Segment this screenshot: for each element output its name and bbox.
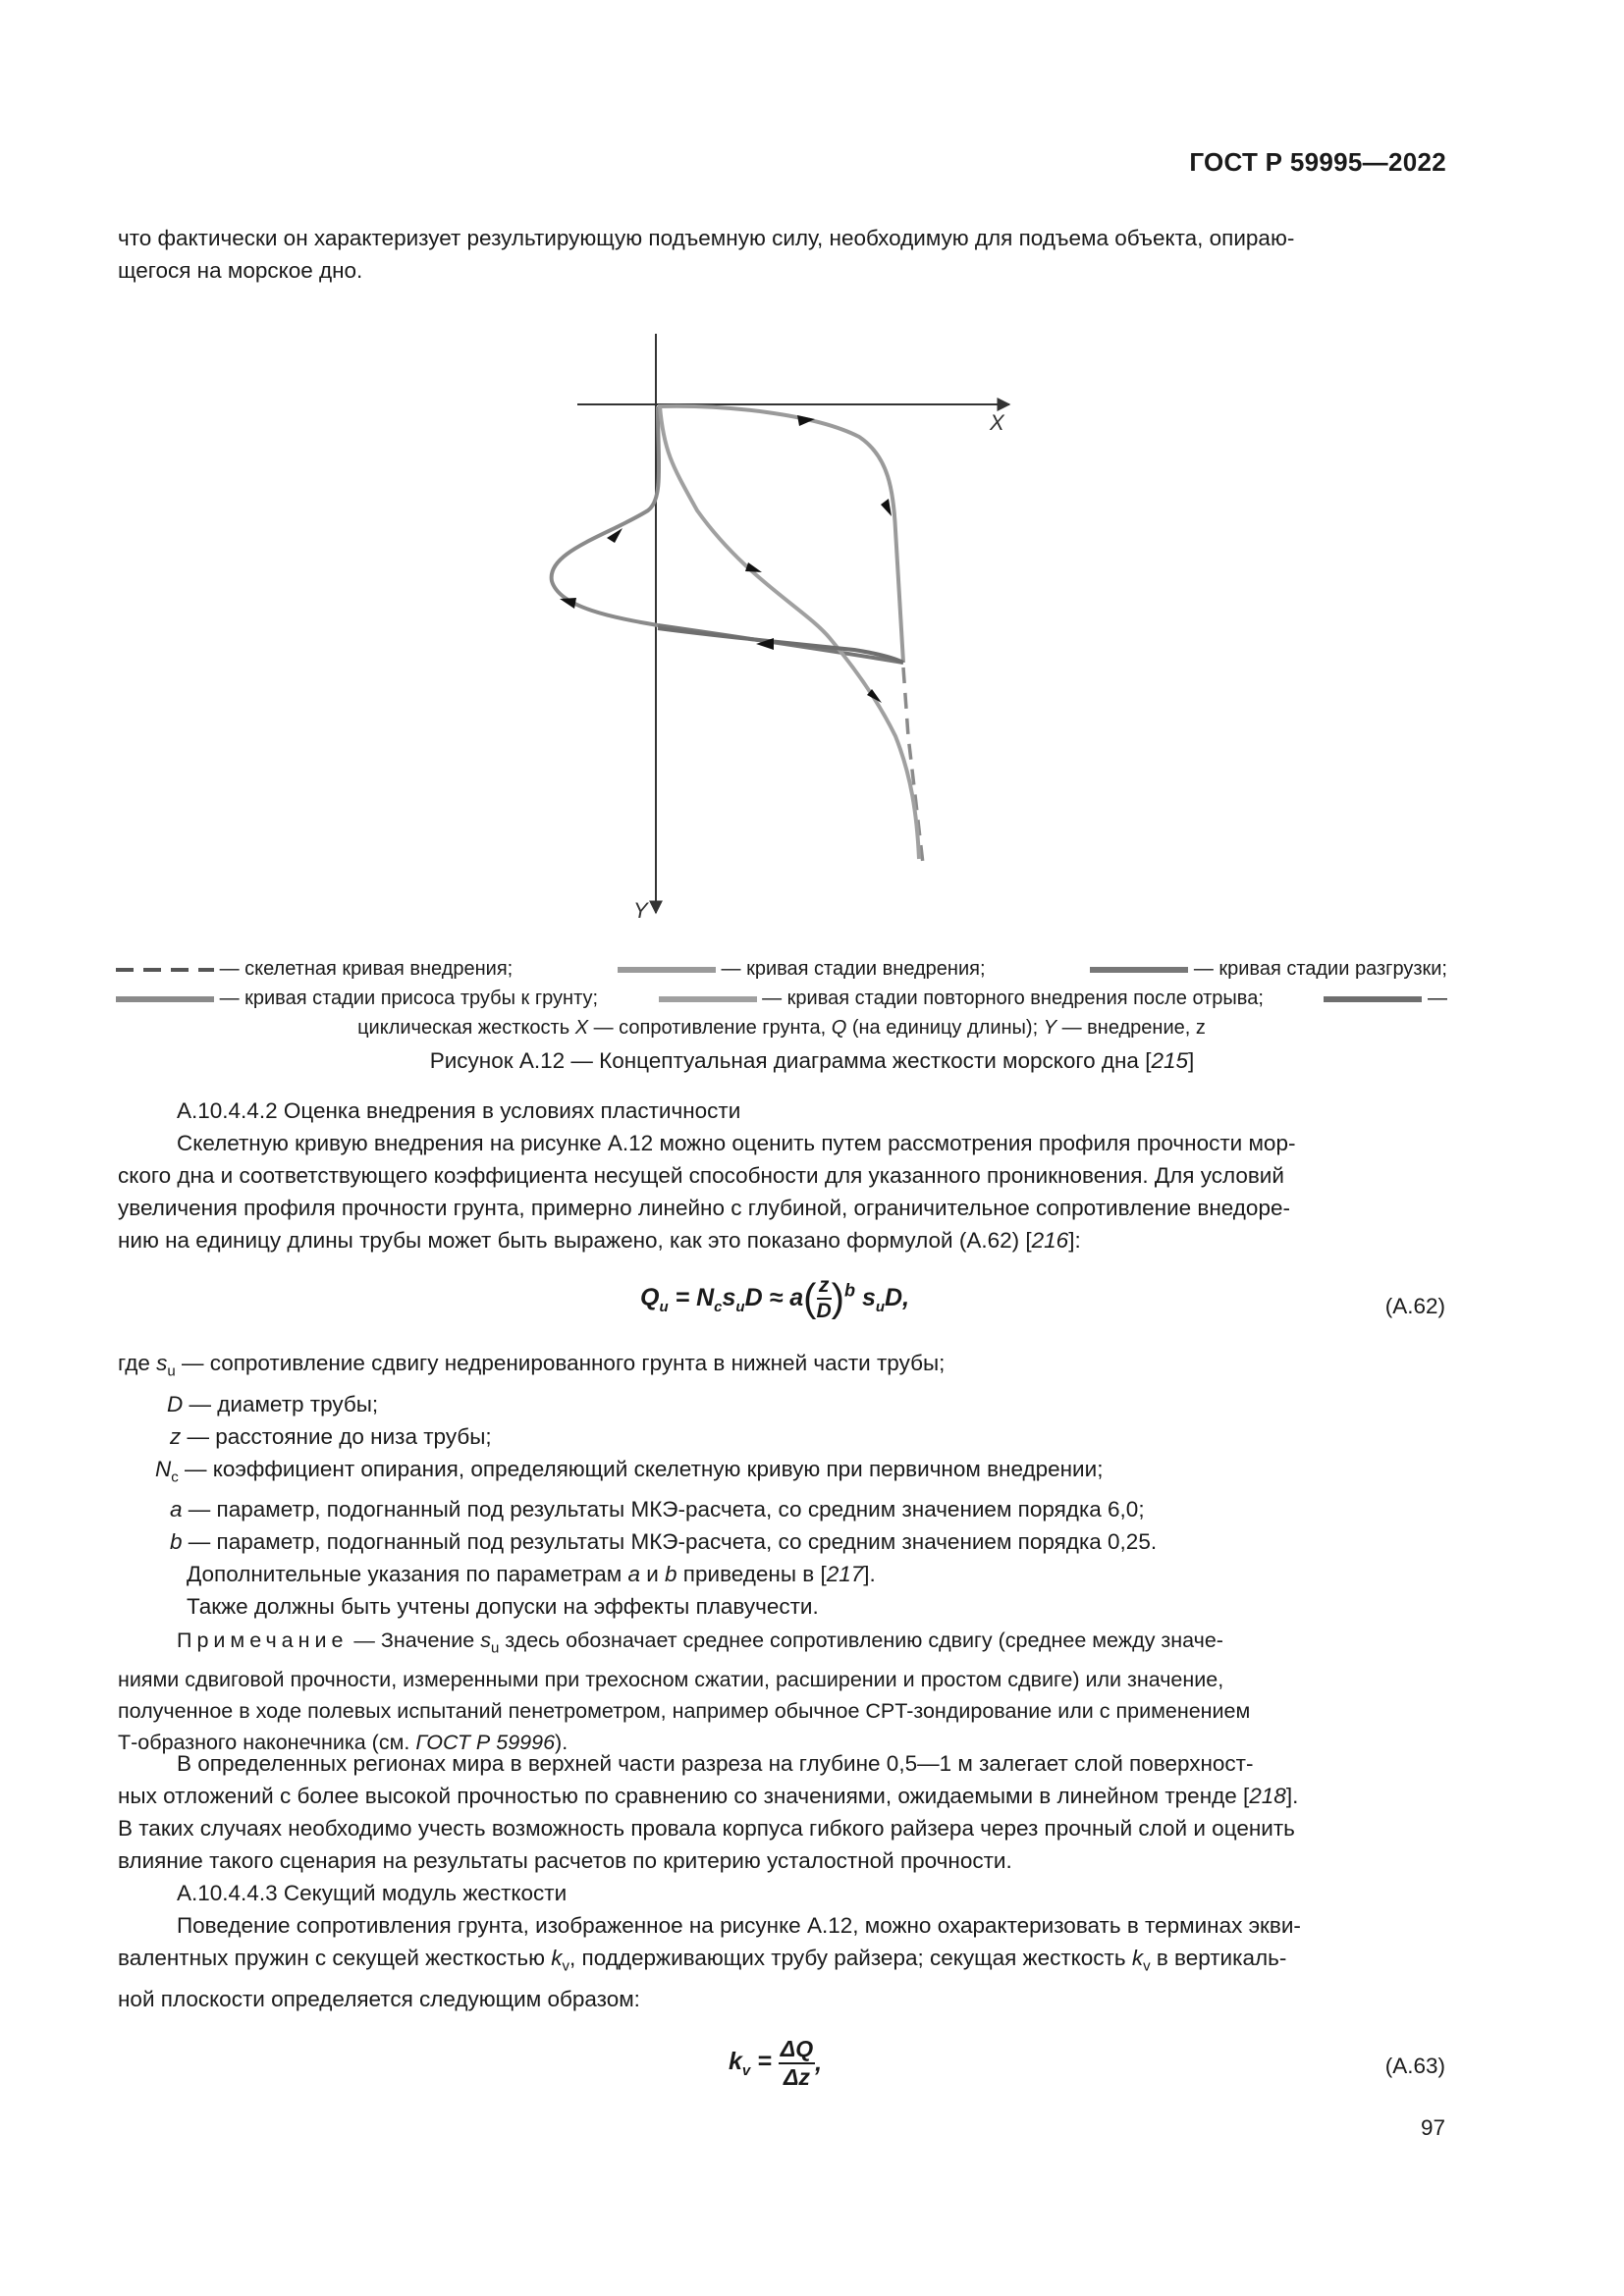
legend-swatch-dashed [116, 965, 214, 975]
suction-curve [552, 406, 659, 625]
legend-swatch [1324, 996, 1422, 1002]
section-a10442 [118, 1095, 1446, 1256]
legend-row [116, 954, 1447, 984]
legend-swatch [116, 996, 214, 1002]
text-line: Скелетную кривую внедрения на рисунке А.12 можно оценить путем рассмотрения профиля прочности мор- [177, 1131, 1296, 1155]
direction-arrow [560, 598, 576, 609]
text-line: нию на единицу длины трубы может быть выражено, как это показано формулой (А.62) [216]: [118, 1228, 1081, 1253]
legend-text: — скелетная кривая внедрения; [219, 958, 514, 980]
text-line: ных отложений с более высокой прочностью по сравнению со значениями, ожидаемыми в линейном тренде [218]. [118, 1784, 1299, 1808]
section-heading: А.10.4.4.2 Оценка внедрения в условиях пластичности [177, 1098, 741, 1123]
equation-a63: $k_v$ = $\frac{\Delta Q}{\Delta z}$ , [729, 2036, 823, 2090]
text-line: щегося на морское дно. [118, 258, 363, 283]
note-line: Примечание — Значение $s_u$ здесь обозначает среднее сопротивлению сдвигу (среднее между значе- [177, 1629, 1223, 1657]
legend-entry-penetration [618, 954, 986, 984]
note-line: полученное в ходе полевых испытаний пенетрометром, например обычное CPT-зондирование или с применением [118, 1699, 1251, 1724]
document-code: ГОСТ Р 59995—2022 [1189, 147, 1446, 177]
text-line: В определенных регионах мира в верхней части разреза на глубине 0,5—1 м залегает слой поверхност- [177, 1751, 1254, 1776]
legend-swatch [1090, 967, 1188, 973]
legend-entry-cyclic [1324, 984, 1447, 1013]
legend-text: — кривая стадии повторного внедрения после отрыва; [762, 988, 1264, 1009]
section-heading: А.10.4.4.3 Секущий модуль жесткости [177, 1881, 568, 1905]
definition-Nc: $N_c$ — коэффициент опирания, определяющий скелетную кривую при первичном внедрении; [155, 1456, 1104, 1485]
legend-entry-unloading [1090, 954, 1447, 984]
page-number: 97 [1420, 2115, 1445, 2140]
text-line: что фактически он характеризует результирующую подъемную силу, необходимую для подъема объекта, опираю- [118, 226, 1295, 250]
note-line: Т-образного наконечника (см. ГОСТ Р 59996). [118, 1731, 568, 1755]
legend-row [116, 1013, 1447, 1042]
legend-axis-description: циклическая жесткость X — сопротивление грунта, Q (на единицу длины); Y — внедрение, z [357, 1017, 1206, 1039]
legend-entry-suction [116, 984, 598, 1013]
definition-a: a — параметр, подогнанный под результаты МКЭ-расчета, со средним значением порядка 6,0; [170, 1497, 1145, 1522]
equation-number: (А.63) [1384, 2054, 1445, 2078]
definition-su: где $s_u$ — сопротивление сдвигу недренированного грунта в нижней части трубы; [118, 1351, 946, 1380]
intro-paragraph [118, 222, 1446, 287]
text-line: влияние такого сценария на результаты расчетов по критерию усталостной прочности. [118, 1848, 1012, 1873]
x-axis-label: X [990, 410, 1004, 435]
additional-guidance: Дополнительные указания по параметрам a и b приведены в [217]. [187, 1562, 876, 1586]
equation-a62: $Q_u = N_cs_uD \approx a$( $\frac{z}{D}$ )$^b$ $s_uD$, [640, 1274, 910, 1322]
section-a10443 [118, 1877, 1446, 2015]
direction-arrow [745, 562, 762, 572]
buoyancy-note: Также должны быть учтены допуски на эффекты плавучести. [187, 1594, 819, 1619]
note-block [118, 1625, 1446, 1758]
legend-entry-repenetration [659, 984, 1264, 1013]
legend-text: — кривая стадии разгрузки; [1193, 958, 1447, 980]
seabed-stiffness-diagram [491, 324, 1041, 933]
text-line: увеличения профиля прочности грунта, примерно линейно с глубиной, ограничительное сопротивление внедоре- [118, 1196, 1290, 1220]
legend-text: — кривая стадии присоса трубы к грунту; [219, 988, 599, 1009]
legend-swatch [659, 996, 757, 1002]
figure-caption: Рисунок А.12 — Концептуальная диаграмма жесткости морского дна [215] [429, 1048, 1195, 1073]
penetration-curve [658, 406, 903, 663]
definition-b: b — параметр, подогнанный под результаты МКЭ-расчета, со средним значением порядка 0,25. [170, 1529, 1158, 1554]
note-line: ниями сдвиговой прочности, измеренными при трехосном сжатии, расширении и простом сдвиге) или значение, [118, 1668, 1224, 1692]
regions-paragraph [118, 1747, 1446, 1877]
definition-D: D — диаметр трубы; [167, 1391, 379, 1416]
text-line: ского дна и соответствующего коэффициента несущей способности для указанного проникновения. Для условий [118, 1163, 1284, 1188]
text-line: В таких случаях необходимо учесть возможность провала корпуса гибкого райзера через прочный слой и оценить [118, 1816, 1295, 1841]
legend-row [116, 984, 1447, 1013]
text-line: Поведение сопротивления грунта, изображенное на рисунке А.12, можно охарактеризовать в терминах экви- [177, 1913, 1301, 1938]
y-axis-label: Y [633, 898, 648, 923]
equation-number: (А.62) [1384, 1294, 1445, 1318]
text-line: ной плоскости определяется следующим образом: [118, 1986, 640, 2011]
text-line: валентных пружин с секущей жесткостью $k_v$, поддерживающих трубу райзера; секущая жесткость $k_v$ в вертикаль- [118, 1946, 1287, 1975]
figure-legend [116, 954, 1447, 1042]
legend-entry-skeleton [116, 954, 513, 984]
direction-arrow [881, 499, 892, 516]
legend-text: — кривая стадии внедрения; [721, 958, 986, 980]
definition-z: z — расстояние до низа трубы; [170, 1423, 492, 1449]
legend-swatch [618, 967, 716, 973]
legend-text: — [1428, 988, 1447, 1009]
symbol-definitions [118, 1347, 1157, 1623]
